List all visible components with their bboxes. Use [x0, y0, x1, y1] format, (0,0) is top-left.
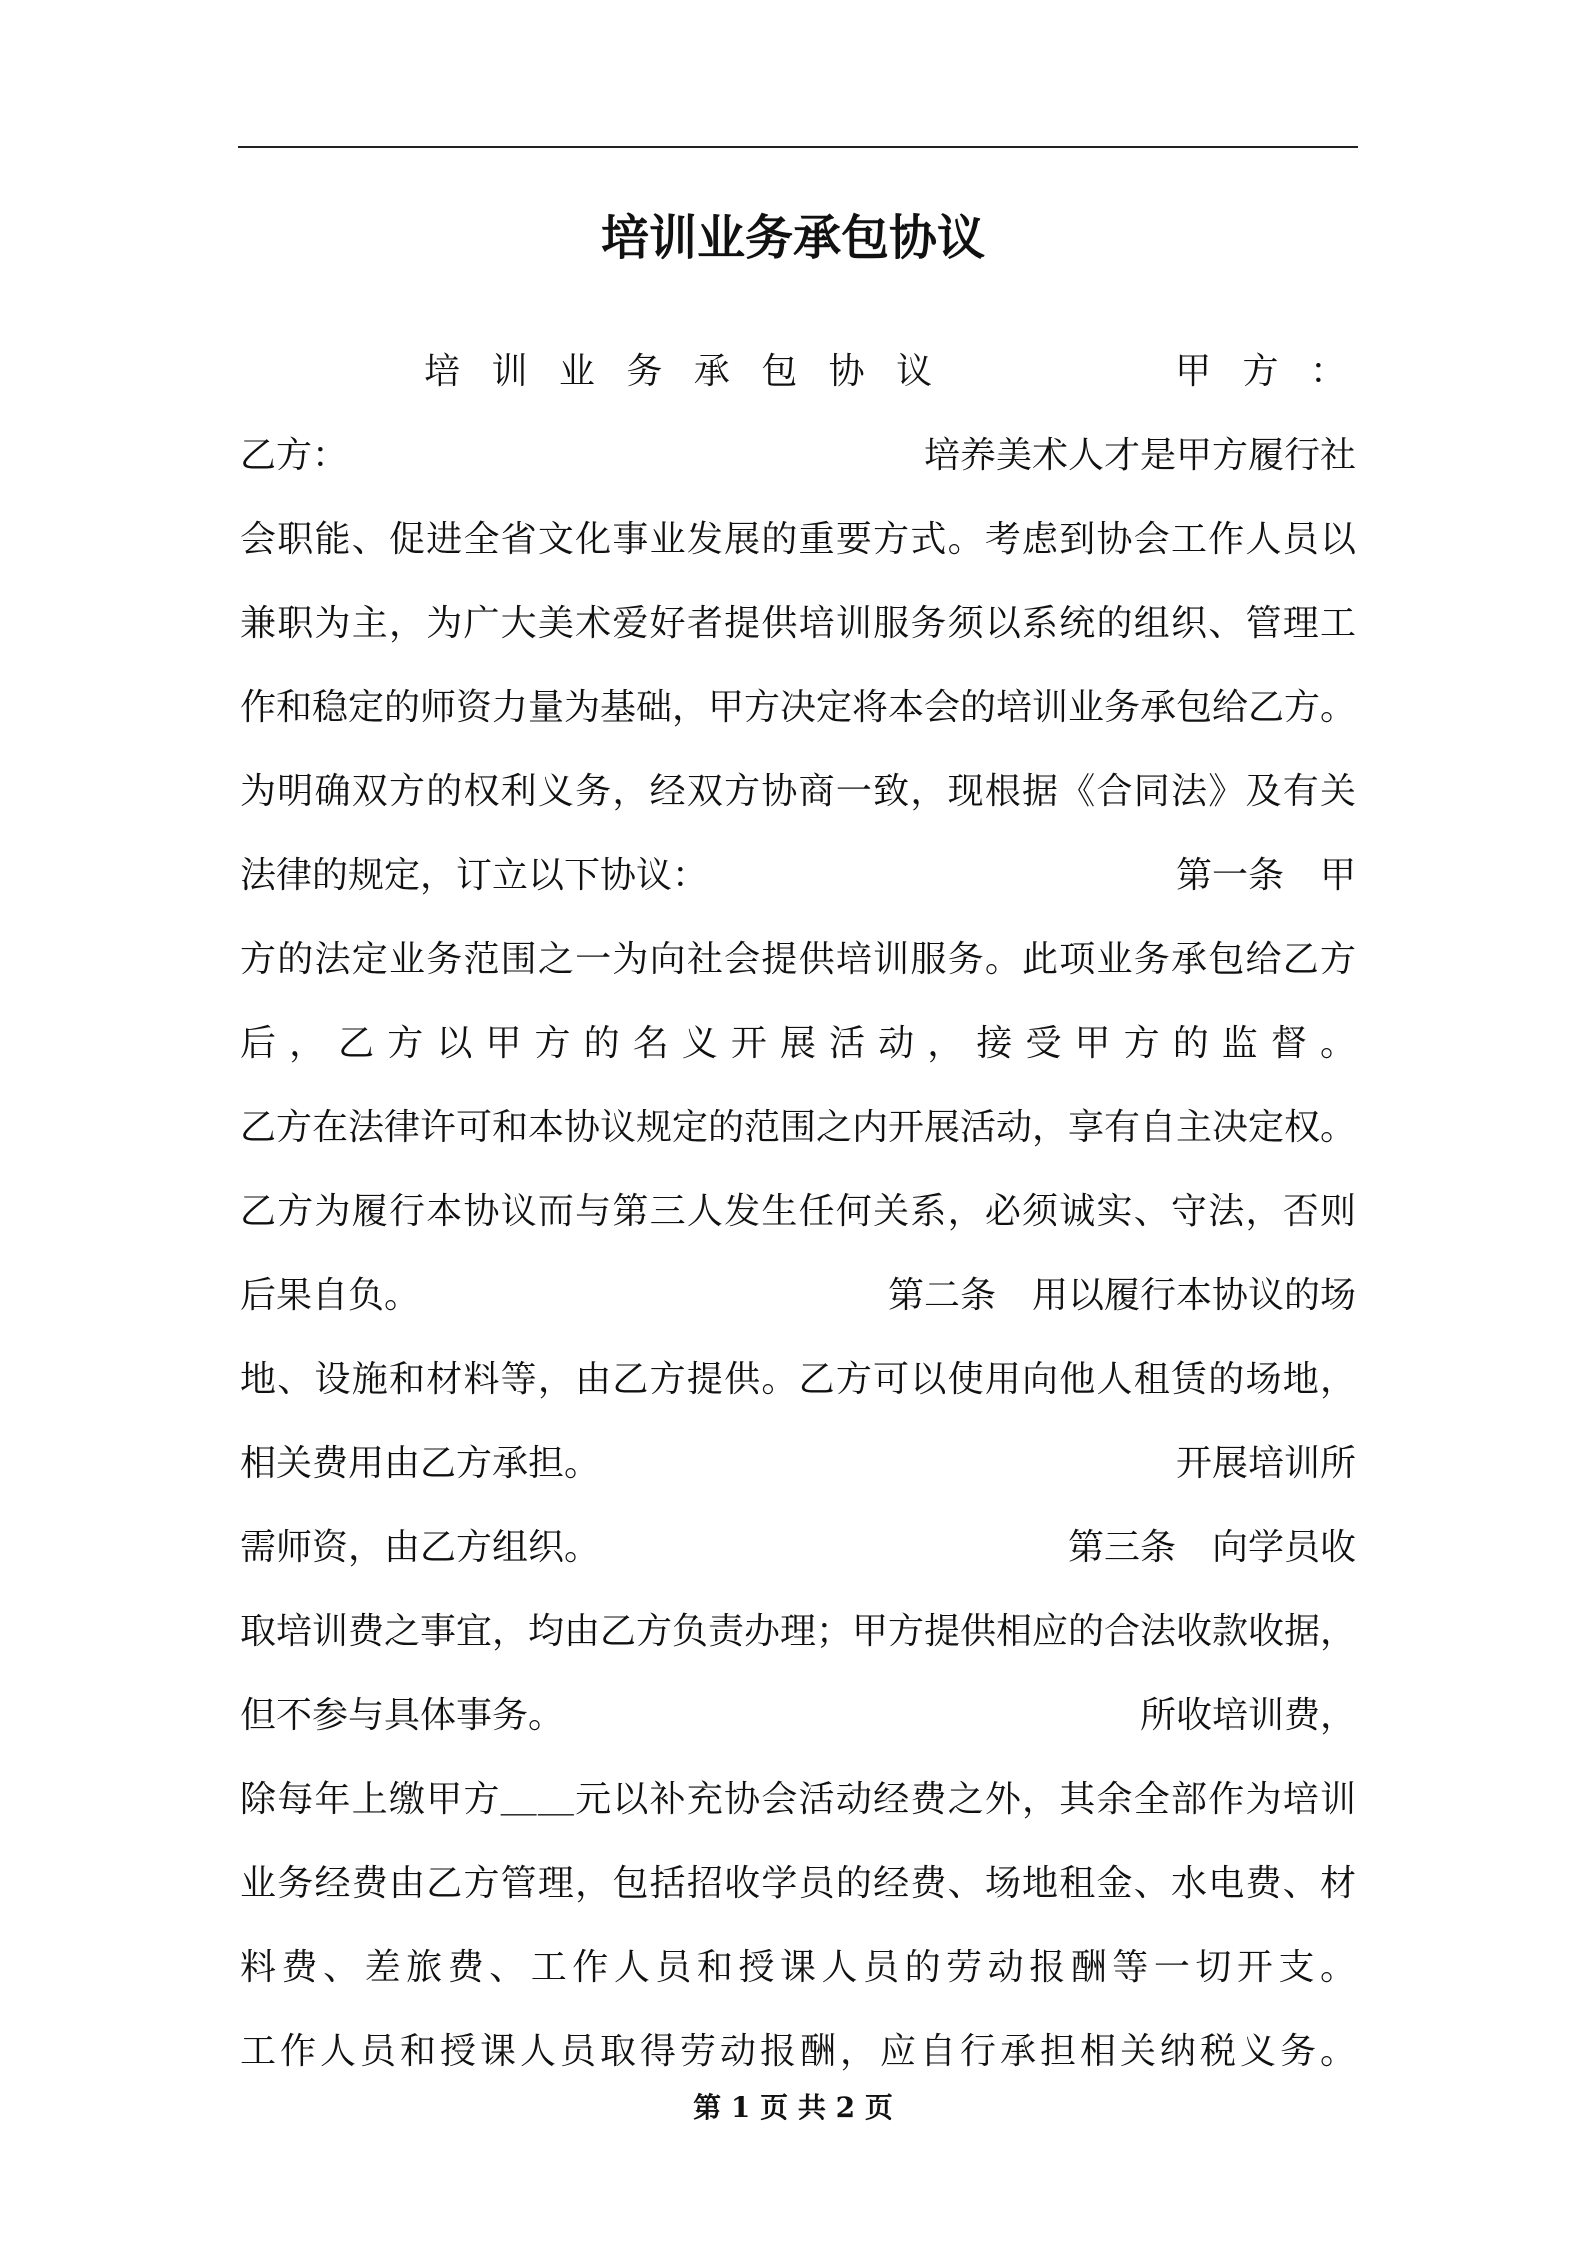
body-line: 作和稳定的师资力量为基础，甲方决定将本会的培训业务承包给乙方。: [240, 687, 1356, 728]
body-line: 工作人员和授课人员取得劳动报酬，应自行承担相关纳税义务。: [240, 2031, 1356, 2072]
document-title: 培训业务承包协议: [600, 210, 985, 266]
party-a-label: 甲 方 ：: [1175, 351, 1356, 392]
body-line: 方的法定业务范围之一为向社会提供培训服务。此项业务承包给乙方: [240, 939, 1356, 980]
article-3-heading: 第三条 向学员收: [1067, 1527, 1356, 1568]
body-line: 为明确双方的权利义务，经双方协商一致，现根据《合同法》及有关: [240, 771, 1356, 812]
body-line: [240, 414, 1356, 498]
page-number: 第 1 页 共 2 页: [693, 2091, 893, 2124]
body-line: 地、设施和材料等，由乙方提供。乙方可以使用向他人租赁的场地，: [240, 1359, 1356, 1400]
body-line: [240, 330, 1356, 414]
body-text-segment: 需师资，由乙方组织。: [240, 1527, 601, 1568]
body-text-segment: 开展培训所: [1175, 1443, 1356, 1484]
body-line: [240, 1506, 1356, 1590]
body-text-segment: 后果自负。: [240, 1275, 421, 1316]
body-line: 会职能、促进全省文化事业发展的重要方式。考虑到协会工作人员以: [240, 519, 1356, 560]
inline-title: 培 训 业 务 承 包 协 议: [240, 351, 943, 392]
body-line: 业务经费由乙方管理，包括招收学员的经费、场地租金、水电费、材: [240, 1863, 1356, 1904]
body-text-segment: 培养美术人才是甲方履行社: [923, 435, 1356, 476]
body-line: [240, 1254, 1356, 1338]
body-line: 后，乙方以甲方的名义开展活动，接受甲方的监督。: [240, 1023, 1356, 1064]
body-line: [240, 1674, 1356, 1758]
article-1-heading: 第一条 甲: [1175, 855, 1356, 896]
header-rule: [238, 146, 1358, 148]
party-b-label: 乙方：: [240, 435, 349, 476]
body-line: 乙方为履行本协议而与第三人发生任何关系，必须诚实、守法，否则: [240, 1191, 1356, 1232]
body-line: 乙方在法律许可和本协议规定的范围之内开展活动，享有自主决定权。: [240, 1107, 1356, 1148]
body-line: 料费、差旅费、工作人员和授课人员的劳动报酬等一切开支。: [240, 1947, 1356, 1988]
body-line: [240, 1422, 1356, 1506]
article-2-heading: 第二条 用以履行本协议的场: [887, 1275, 1356, 1316]
body-text-segment: 法律的规定，订立以下协议：: [240, 855, 709, 896]
body-text-segment: 相关费用由乙方承担。: [240, 1443, 601, 1484]
body-line: [240, 834, 1356, 918]
body-text-segment: 所收培训费，: [1139, 1695, 1356, 1736]
document-body: [240, 330, 1356, 2094]
body-line: 兼职为主，为广大美术爱好者提供培训服务须以系统的组织、管理工: [240, 603, 1356, 644]
body-line: 取培训费之事宜，均由乙方负责办理；甲方提供相应的合法收款收据，: [240, 1611, 1356, 1652]
body-line: 除每年上缴甲方＿＿元以补充协会活动经费之外，其余全部作为培训: [240, 1779, 1356, 1820]
body-text-segment: 但不参与具体事务。: [240, 1695, 565, 1736]
